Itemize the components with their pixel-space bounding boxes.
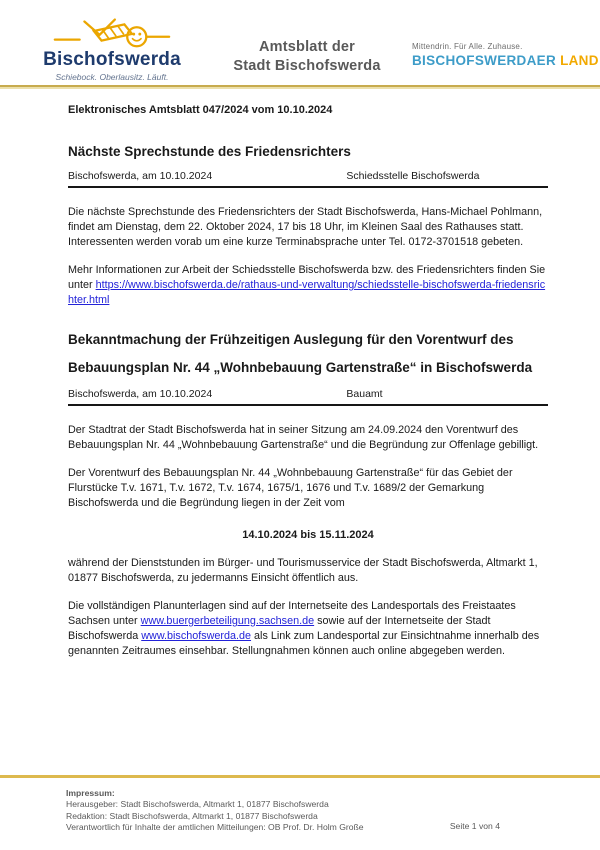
- document-title: [202, 38, 412, 76]
- paragraph: [68, 466, 548, 511]
- impressum-herausgeber: Herausgeber: Stadt Bischofswerda, Altmarkt 1, 01877 Bischofswerda: [66, 799, 329, 810]
- article-dateline: [68, 170, 548, 182]
- bischofswerdaer-land-brand: [412, 42, 600, 68]
- article-paragraphs: [68, 423, 548, 659]
- issue-line: Elektronisches Amtsblatt 047/2024 vom 10.10.2024: [68, 104, 333, 116]
- brand-name-secondary: LAND: [560, 53, 599, 68]
- dateline-department: Bauamt: [346, 388, 383, 400]
- article-dateline: [68, 388, 548, 400]
- masthead: [0, 0, 600, 85]
- document-title-line2: Stadt Bischofswerda: [233, 58, 381, 74]
- page-number: Seite 1 von 4: [449, 821, 500, 832]
- paragraph: [68, 205, 548, 250]
- logo-tagline: Schiebock. Oberlausitz. Läuft.: [55, 72, 169, 82]
- text-run: Die vollständigen Planunterlagen sind auf der Internetseite des Landesportals des Freistaates Sachsen unter: [68, 600, 516, 627]
- document-title-line1: Amtsblatt der: [258, 39, 356, 55]
- article-title-line1: Bekanntmachung der Frühzeitigen Auslegung für den Vorentwurf des: [68, 332, 514, 347]
- brand-name: [412, 53, 599, 68]
- city-logo: [36, 12, 188, 82]
- footer-content: [0, 778, 600, 834]
- text-run: während der Dienststunden im Bürger- und Tourismusservice der Stadt Bischofswerda, Altmarkt 1, 01877 Bischofswerda, zu jedermanns Einsicht öffentlich aus.: [68, 557, 538, 584]
- article-title: [68, 332, 548, 376]
- text-run: Der Vorentwurf des Bebauungsplan Nr. 44 „Wohnbebauung Gartenstraße“ für das Gebiet der Flurstücke T.v. 1671, T.v. 1672, T.v. 1674, 1675/1, 1676 und T.v. 1689/2 der Gemarkung Bischofswerda und die Begründung liegen in der Zeit vom: [68, 467, 513, 509]
- logo-city-name: Bischofswerda: [43, 49, 181, 70]
- article-bebauungsplan: [68, 332, 548, 659]
- impressum-redaktion: Redaktion: Stadt Bischofswerda, Altmarkt 1, 01877 Bischofswerda: [66, 810, 318, 821]
- highlight-date: [68, 528, 548, 543]
- hyperlink[interactable]: www.bischofswerda.de: [141, 630, 252, 642]
- paragraph: [68, 556, 548, 586]
- header-divider: [0, 85, 600, 89]
- article-title: Nächste Sprechstunde des Friedensrichters: [68, 144, 351, 159]
- article-title-line2: Bebauungsplan Nr. 44 „Wohnbebauung Gartenstraße“ in Bischofswerda: [68, 360, 533, 375]
- hyperlink[interactable]: www.buergerbeteiligung.sachsen.de: [140, 615, 315, 627]
- dateline-place-date: Bischofswerda, am 10.10.2024: [68, 170, 213, 182]
- impressum-verantwortlich: Verantwortlich für Inhalte der amtlichen Mitteilungen: OB Prof. Dr. Holm Große: [66, 822, 364, 833]
- text-run: als Link zum Landesportal zur Einsichtnahme innerhalb des genannten Zeitraumes einsehbar. Stellungnahmen können auch online abgegeben werden.: [68, 630, 540, 657]
- dateline-department: Schiedsstelle Bischofswerda: [346, 170, 480, 182]
- text-run: sowie auf der Internetseite der Stadt Bischofswerda: [68, 615, 491, 642]
- page-footer: [0, 775, 600, 834]
- document-body: [0, 104, 600, 659]
- text-run: Mehr Informationen zur Arbeit der Schiedsstelle Bischofswerda bzw. des Friedensrichters finden Sie unter: [68, 264, 546, 291]
- impressum-label: Impressum:: [66, 788, 115, 798]
- article-rule: [68, 186, 548, 188]
- dateline-place-date: Bischofswerda, am 10.10.2024: [68, 388, 213, 400]
- text-run: 14.10.2024 bis 15.11.2024: [242, 529, 374, 541]
- article-friedensrichter: [68, 144, 548, 308]
- paragraph: [68, 263, 548, 308]
- paragraph: [68, 423, 548, 453]
- article-rule: [68, 404, 548, 406]
- brand-name-primary: BISCHOFSWERDAER: [412, 53, 557, 68]
- article-paragraphs: [68, 205, 548, 308]
- text-run: Die nächste Sprechstunde des Friedensrichters der Stadt Bischofswerda, Hans-Michael Pohlmann, findet am Dienstag, dem 22. Oktober 2024, 17 bis 18 Uhr, im Kleinen Saal des Rathauses statt. Interessenten werden vorab um eine kurze Terminabsprache unter Tel. 0172-3701518 gebeten.: [68, 206, 543, 248]
- paragraph: [68, 599, 548, 659]
- text-run: Der Stadtrat der Stadt Bischofswerda hat in seiner Sitzung am 24.09.2024 den Vorentwurf des Bebauungsplan Nr. 44 „Wohnbebauung Gartenstraße“ und die Begründung zur Offenlage gebilligt.: [68, 424, 539, 451]
- schiebock-mascot-icon: [49, 12, 175, 52]
- brand-tagline: Mittendrin. Für Alle. Zuhause.: [412, 42, 523, 51]
- hyperlink[interactable]: https://www.bischofswerda.de/rathaus-und-verwaltung/schiedsstelle-bischofswerda-friedensrichter.html: [68, 279, 546, 306]
